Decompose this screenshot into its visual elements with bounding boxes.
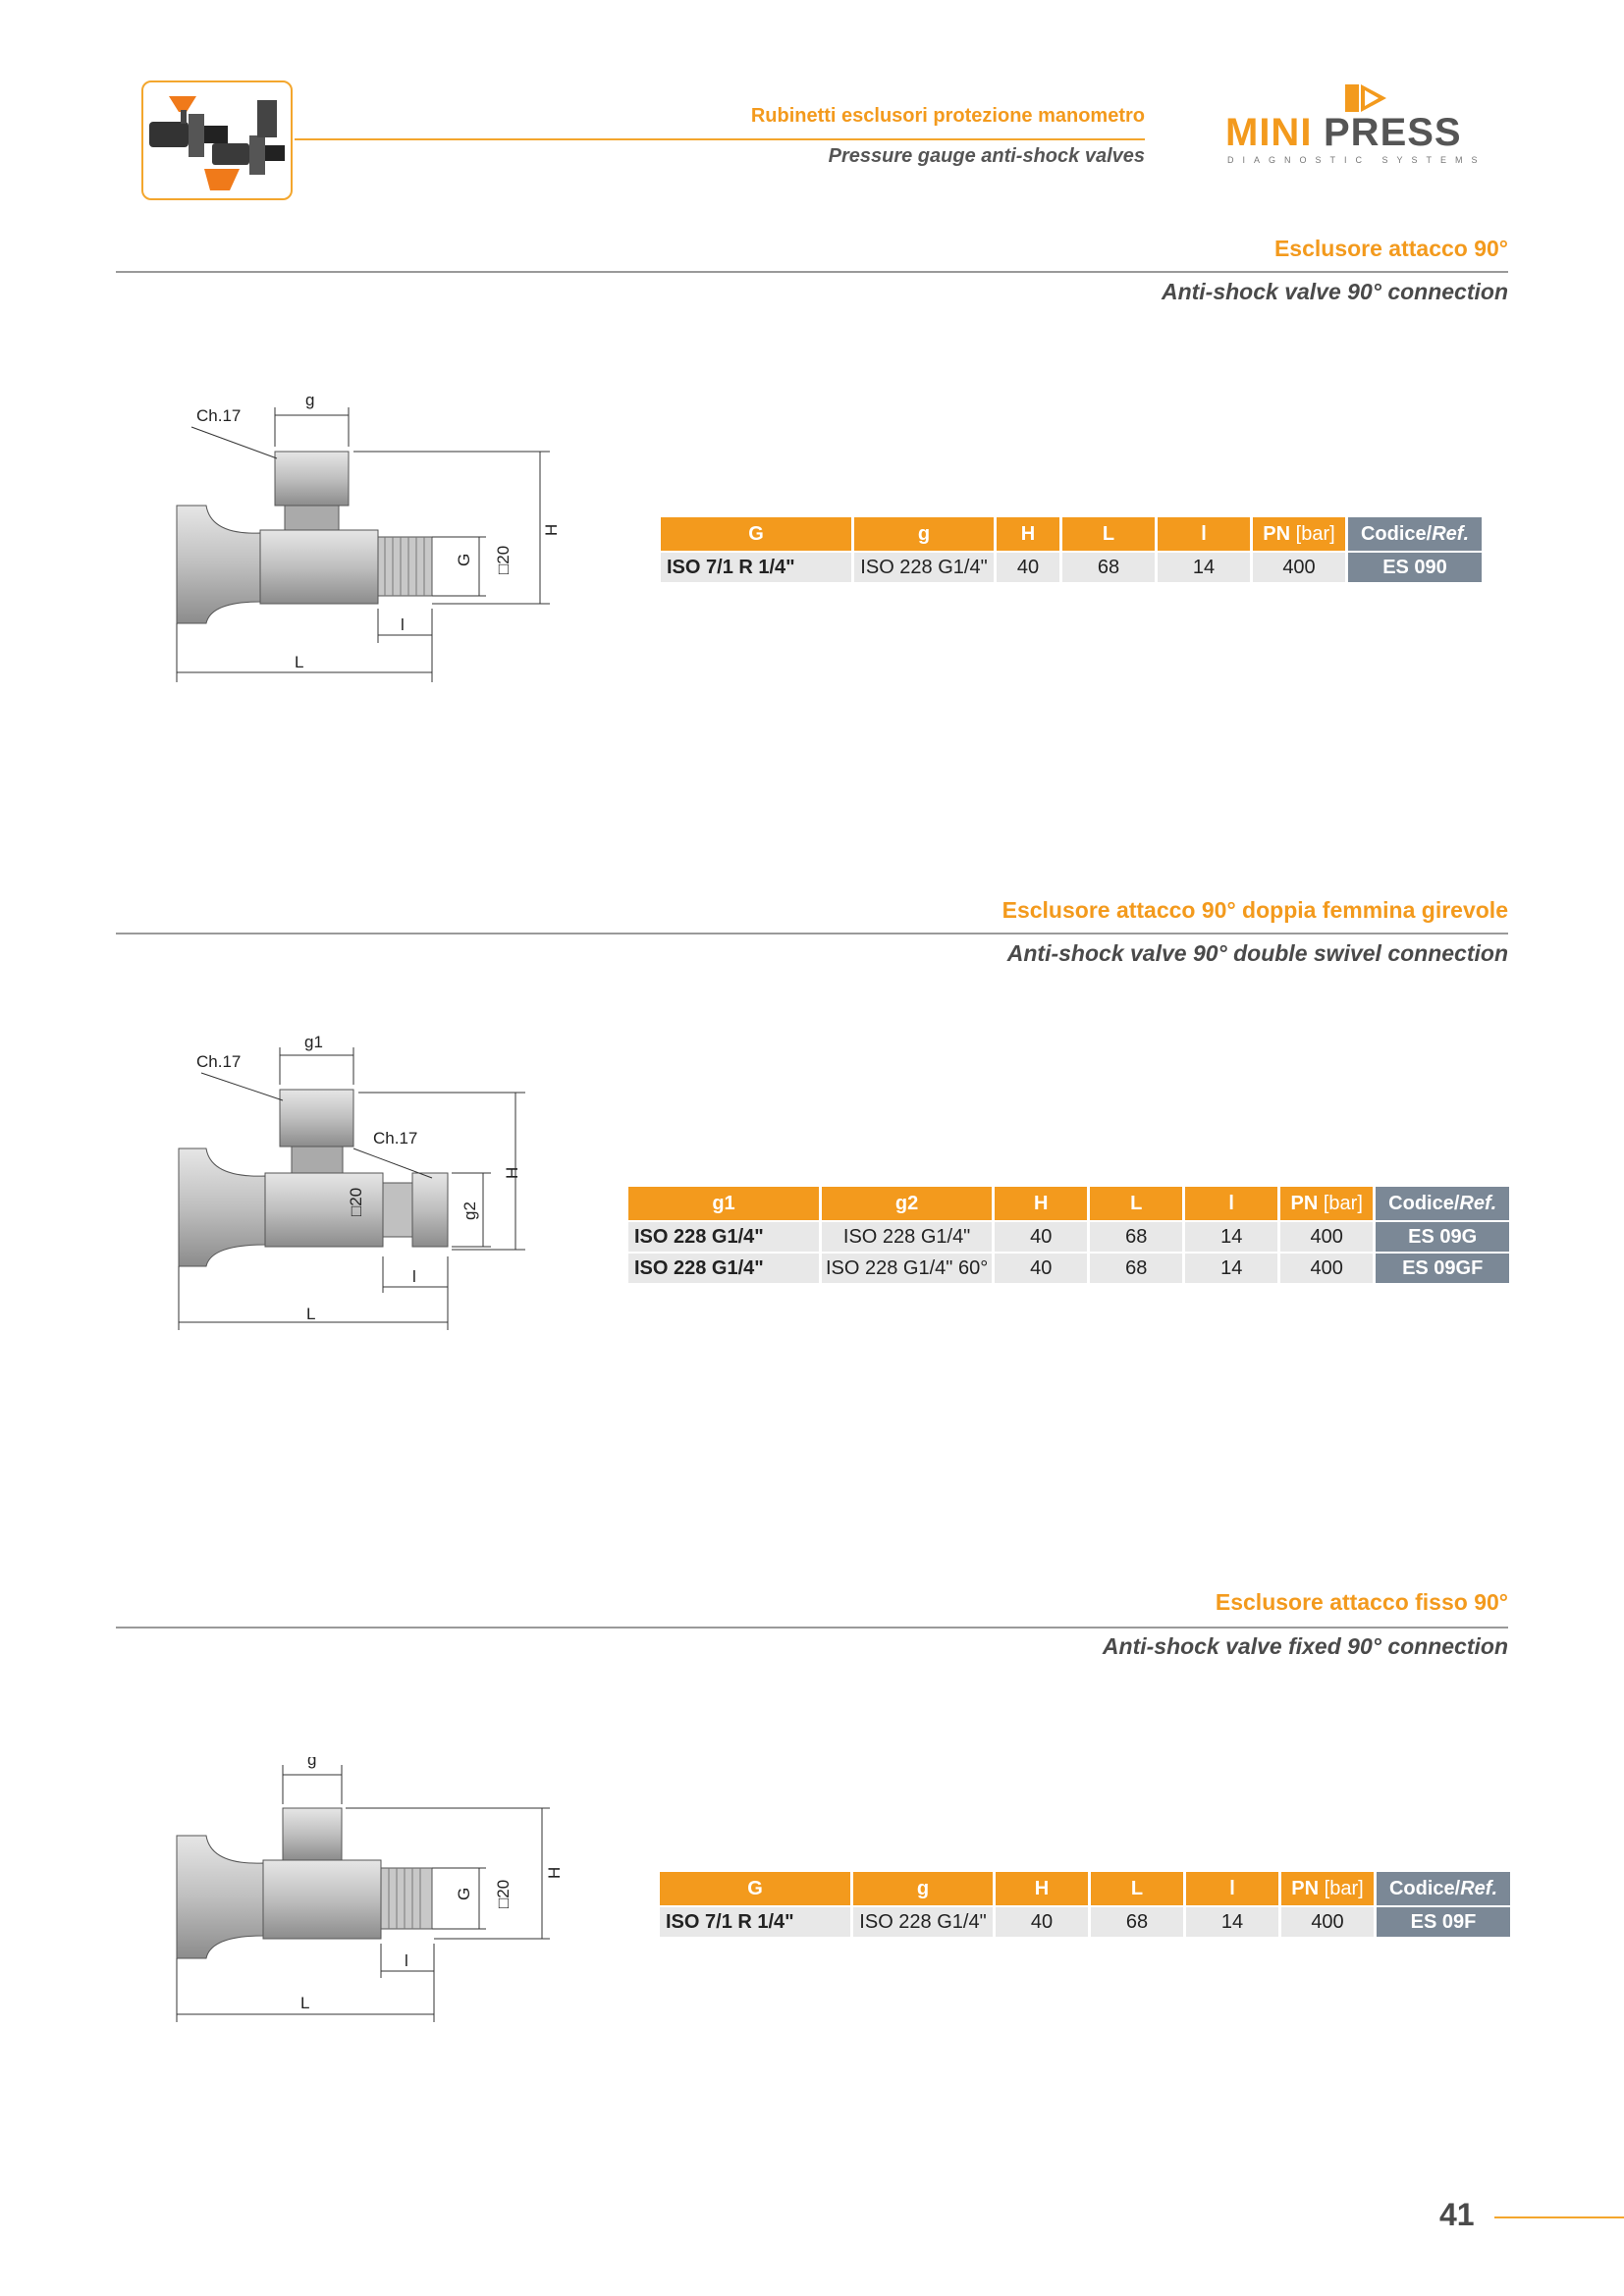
section-3-title-it: Esclusore attacco fisso 90°: [1215, 1589, 1508, 1615]
col-header: L: [1091, 1872, 1183, 1905]
dim-l: l: [401, 615, 405, 634]
section-3-table: [657, 1872, 1513, 1937]
dim-ch: Ch.17: [196, 406, 242, 425]
dim-sq: □20: [494, 545, 513, 574]
section-2-rule: [116, 933, 1508, 934]
logo-tagline: DIAGNOSTIC SYSTEMS: [1227, 155, 1487, 165]
valve-photo-icon: [143, 82, 291, 198]
col-header: H: [995, 1187, 1087, 1220]
dim-g1: g1: [304, 1036, 323, 1051]
col-header: g: [853, 1872, 993, 1905]
col-header: G: [661, 517, 851, 551]
dim-H: H: [542, 523, 561, 536]
dim-L: L: [295, 653, 304, 671]
col-header: L: [1062, 517, 1155, 551]
col-header: l: [1186, 1872, 1278, 1905]
section-3-rule: [116, 1627, 1508, 1629]
section-2-drawing: [167, 1036, 579, 1330]
section-2-table: [625, 1187, 1512, 1283]
dim-H: H: [503, 1166, 521, 1179]
col-header-ref: Codice/Ref.: [1377, 1872, 1510, 1905]
col-header: l: [1158, 517, 1250, 551]
dim-g: g: [307, 1757, 317, 1769]
dim-L: L: [306, 1305, 316, 1323]
minipress-logo: [1218, 80, 1512, 169]
page-number: 41: [1439, 2197, 1475, 2232]
table-row: ISO 7/1 R 1/4" ISO 228 G1/4" 40 68 14 400 ES 090: [661, 551, 1482, 582]
section-2-title-en: Anti-shock valve 90° double swivel connection: [1006, 940, 1508, 966]
section-1-title-en: Anti-shock valve 90° connection: [1161, 279, 1508, 304]
header-title-italian: Rubinetti esclusori protezione manometro: [750, 105, 1145, 127]
col-header-ref: Codice/Ref.: [1376, 1187, 1509, 1220]
col-header-ref: Codice/Ref.: [1348, 517, 1482, 551]
dim-g: g: [305, 391, 315, 409]
section-3-drawing: [167, 1757, 569, 2032]
dim-ch: Ch.17: [196, 1052, 242, 1071]
section-1-drawing: [167, 388, 569, 692]
dim-l: l: [405, 1951, 408, 1970]
table-row: ISO 228 G1/4" ISO 228 G1/4" 60° 40 68 14 400 ES 09GF: [628, 1252, 1509, 1283]
dim-sq: □20: [347, 1187, 365, 1216]
dim-G: G: [455, 553, 473, 566]
section-3-title-en: Anti-shock valve fixed 90° connection: [1102, 1633, 1508, 1659]
product-thumbnail: [141, 80, 293, 200]
table-row: ISO 228 G1/4" ISO 228 G1/4" 40 68 14 400 ES 09G: [628, 1220, 1509, 1252]
col-header: L: [1090, 1187, 1182, 1220]
col-header-pn: PN [bar]: [1253, 517, 1345, 551]
col-header-pn: PN [bar]: [1280, 1187, 1373, 1220]
dim-L: L: [300, 1994, 310, 2012]
logo-mini: MINI: [1225, 111, 1313, 154]
table-header-row: [628, 1187, 1509, 1220]
logo-mark-icon: [1218, 80, 1512, 169]
table-row: ISO 7/1 R 1/4" ISO 228 G1/4" 40 68 14 400 ES 09F: [660, 1905, 1510, 1937]
col-header-pn: PN [bar]: [1281, 1872, 1374, 1905]
table-header-row: [661, 517, 1482, 551]
section-1-title-it: Esclusore attacco 90°: [1273, 236, 1508, 261]
dim-G: G: [455, 1887, 473, 1900]
col-header: H: [996, 1872, 1088, 1905]
header-title-english: Pressure gauge anti-shock valves: [828, 145, 1145, 167]
section-2-title-it: Esclusore attacco 90° doppia femmina girevole: [1001, 897, 1508, 923]
dim-g2: g2: [460, 1201, 479, 1220]
col-header: l: [1185, 1187, 1277, 1220]
dim-ch2: Ch.17: [373, 1129, 418, 1148]
dim-sq: □20: [494, 1879, 513, 1908]
section-1-rule: [116, 271, 1508, 273]
dim-H: H: [545, 1866, 564, 1879]
table-header-row: [660, 1872, 1510, 1905]
col-header: g: [854, 517, 994, 551]
logo-press: PRESS: [1324, 111, 1462, 154]
col-header: g1: [628, 1187, 819, 1220]
section-1-table: [658, 517, 1485, 582]
dim-l: l: [412, 1267, 416, 1286]
footer-rule: [1494, 2216, 1624, 2218]
col-header: H: [997, 517, 1059, 551]
col-header: g2: [822, 1187, 992, 1220]
col-header: G: [660, 1872, 850, 1905]
header-rule: [295, 138, 1145, 140]
